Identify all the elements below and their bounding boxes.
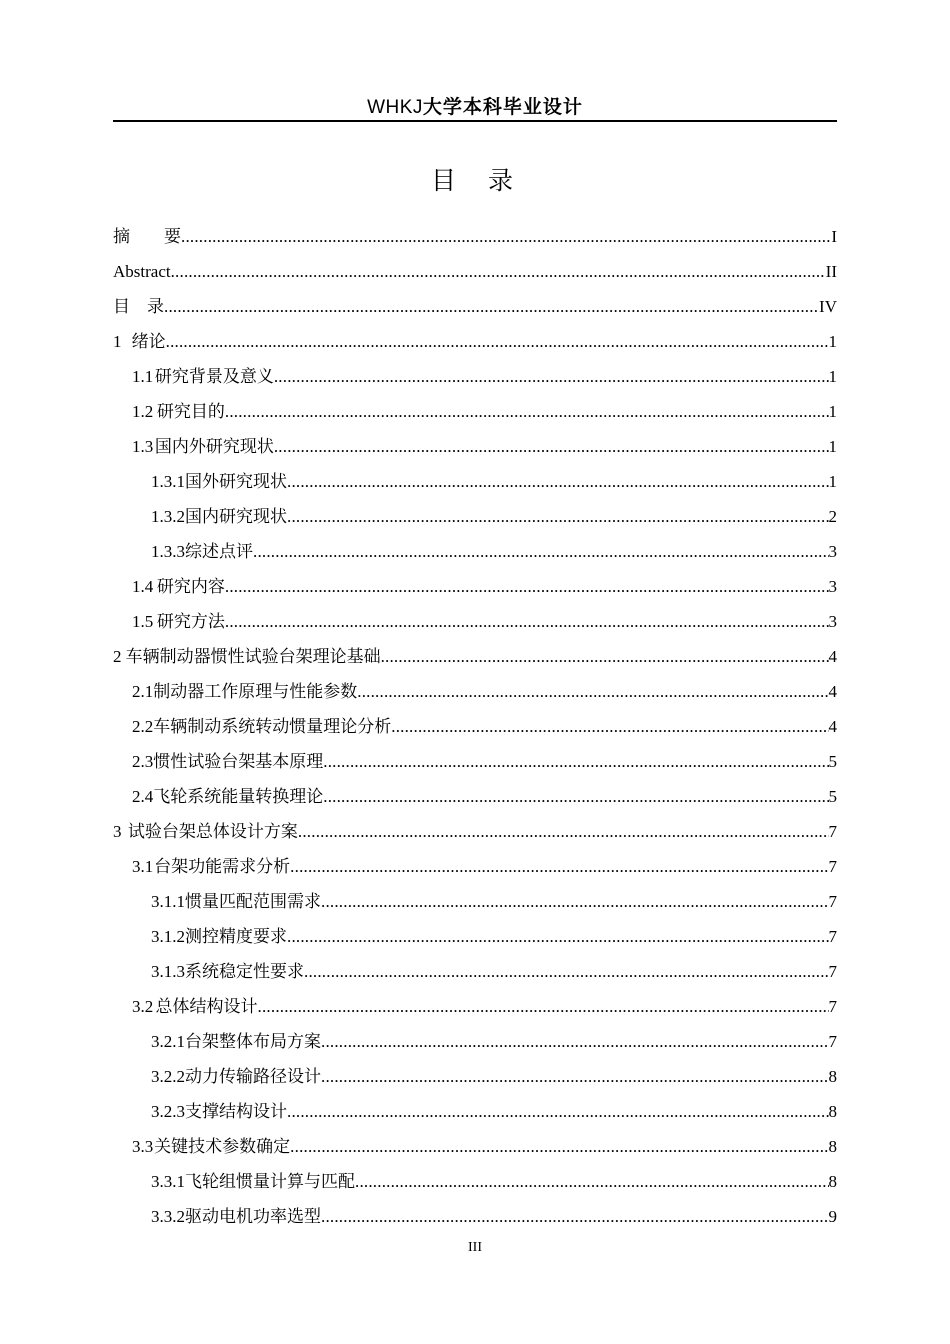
toc-dot-leader <box>181 219 831 254</box>
toc-entry-title: 测控精度要求 <box>185 927 287 946</box>
toc-entry-number: 1.5 <box>132 612 154 631</box>
toc-entry[interactable] <box>113 989 837 1024</box>
toc-entry-number: 2.2 <box>132 717 154 736</box>
toc-list <box>113 219 837 1234</box>
toc-entry-number: 3.3.2 <box>151 1207 185 1226</box>
toc-entry[interactable] <box>113 534 837 569</box>
toc-entry-number: 3.3 <box>132 1137 154 1156</box>
toc-entry-page: 1 <box>828 332 837 351</box>
toc-entry-number: 1.3.2 <box>151 507 185 526</box>
toc-entry-page: 7 <box>828 927 837 946</box>
toc-dot-leader <box>321 1059 829 1094</box>
toc-entry-page: II <box>825 262 837 281</box>
toc-entry[interactable] <box>113 254 837 289</box>
toc-entry-page: 7 <box>828 857 837 876</box>
toc-entry-number: 3.1.1 <box>151 892 185 911</box>
toc-entry[interactable] <box>113 779 837 814</box>
toc-entry-number: 2 <box>113 647 122 666</box>
toc-entry-title: 研究方法 <box>156 612 225 631</box>
toc-dot-leader <box>287 464 829 499</box>
toc-entry-number: 1 <box>113 332 122 351</box>
toc-entry[interactable] <box>113 1059 837 1094</box>
toc-dot-leader <box>287 499 829 534</box>
toc-entry-page: 8 <box>828 1067 837 1086</box>
toc-entry-title: 支撑结构设计 <box>185 1102 287 1121</box>
toc-entry-title: 国内外研究现状 <box>154 437 274 456</box>
toc-entry[interactable] <box>113 1024 837 1059</box>
toc-entry[interactable] <box>113 919 837 954</box>
toc-entry-page: 7 <box>828 962 837 981</box>
toc-entry[interactable] <box>113 1164 837 1199</box>
toc-entry-page: 8 <box>828 1137 837 1156</box>
toc-entry-page: 1 <box>828 367 837 386</box>
toc-entry-page: 4 <box>828 647 837 666</box>
toc-entry[interactable] <box>113 219 837 254</box>
toc-entry-number: 2.4 <box>132 787 154 806</box>
toc-dot-leader <box>304 954 829 989</box>
toc-entry[interactable] <box>113 429 837 464</box>
toc-entry-page: 1 <box>828 437 837 456</box>
toc-dot-leader <box>391 709 828 744</box>
toc-entry-title: Abstract <box>113 262 171 281</box>
toc-dot-leader <box>381 639 829 674</box>
toc-entry[interactable] <box>113 289 837 324</box>
toc-entry-number: 3.2.2 <box>151 1067 185 1086</box>
toc-dot-leader <box>287 919 829 954</box>
toc-entry-page: 7 <box>828 997 837 1016</box>
toc-entry-number: 3.2.3 <box>151 1102 185 1121</box>
toc-entry-page: 8 <box>828 1172 837 1191</box>
toc-entry[interactable] <box>113 1199 837 1234</box>
toc-entry-number: 1.3.1 <box>151 472 185 491</box>
toc-dot-leader <box>323 779 828 814</box>
toc-entry-page: 3 <box>828 612 837 631</box>
toc-dot-leader <box>166 324 829 359</box>
header-latin-text: WHKJ <box>367 97 423 118</box>
toc-entry[interactable] <box>113 604 837 639</box>
toc-entry-page: 8 <box>828 1102 837 1121</box>
toc-entry-title: 目 录 <box>113 297 164 316</box>
toc-entry-title: 驱动电机功率选型 <box>185 1207 321 1226</box>
toc-entry-title: 综述点评 <box>185 542 253 561</box>
toc-title-char-1: 目 <box>430 166 462 195</box>
toc-entry-title: 研究目的 <box>156 402 225 421</box>
toc-dot-leader <box>287 1094 829 1129</box>
toc-entry-number: 3.2.1 <box>151 1032 185 1051</box>
toc-entry-page: 5 <box>828 787 837 806</box>
toc-entry-title: 惯量匹配范围需求 <box>185 892 321 911</box>
page-number: III <box>468 1240 482 1255</box>
toc-entry[interactable] <box>113 674 837 709</box>
running-header <box>113 94 837 122</box>
toc-dot-leader <box>321 1199 829 1234</box>
toc-entry-title: 试验台架总体设计方案 <box>127 822 298 841</box>
toc-entry-title: 车辆制动系统转动惯量理论分析 <box>153 717 392 736</box>
toc-entry-page: I <box>831 227 837 246</box>
toc-entry[interactable] <box>113 394 837 429</box>
toc-entry-number: 2.1 <box>132 682 154 701</box>
toc-entry-title: 台架整体布局方案 <box>185 1032 321 1051</box>
header-rule <box>113 120 837 122</box>
toc-entry-title: 飞轮系统能量转换理论 <box>153 787 324 806</box>
toc-entry-title: 台架功能需求分析 <box>154 857 291 876</box>
toc-dot-leader <box>225 604 829 639</box>
toc-entry-number: 3.2 <box>132 997 154 1016</box>
toc-dot-leader <box>164 289 819 324</box>
toc-entry-number: 3.3.1 <box>151 1172 185 1191</box>
toc-entry-title: 动力传输路径设计 <box>185 1067 321 1086</box>
toc-entry[interactable] <box>113 814 837 849</box>
toc-dot-leader <box>321 884 829 919</box>
toc-entry[interactable] <box>113 324 837 359</box>
toc-entry-page: 7 <box>828 1032 837 1051</box>
toc-dot-leader <box>290 1129 828 1164</box>
toc-dot-leader <box>323 744 828 779</box>
toc-dot-leader <box>225 394 829 429</box>
toc-entry-number: 1.2 <box>132 402 154 421</box>
toc-entry-title: 惯性试验台架基本原理 <box>153 752 324 771</box>
toc-entry[interactable] <box>113 569 837 604</box>
toc-entry-number: 1.4 <box>132 577 154 596</box>
toc-entry[interactable] <box>113 359 837 394</box>
toc-entry[interactable] <box>113 499 837 534</box>
toc-entry-title: 总体结构设计 <box>155 997 258 1016</box>
toc-entry[interactable] <box>113 639 837 674</box>
toc-dot-leader <box>253 534 829 569</box>
toc-entry-page: 7 <box>828 892 837 911</box>
toc-title <box>113 164 837 198</box>
toc-entry[interactable] <box>113 1129 837 1164</box>
toc-entry-title: 研究内容 <box>156 577 225 596</box>
toc-entry-page: 5 <box>828 752 837 771</box>
toc-entry[interactable] <box>113 1094 837 1129</box>
toc-entry-number: 2.3 <box>132 752 154 771</box>
toc-dot-leader <box>171 254 826 289</box>
toc-dot-leader <box>225 569 829 604</box>
toc-entry-title: 关键技术参数确定 <box>154 1137 291 1156</box>
toc-entry-number: 3.1.3 <box>151 962 185 981</box>
toc-entry-page: 9 <box>828 1207 837 1226</box>
toc-entry-title: 绪论 <box>131 332 166 351</box>
toc-entry-page: 4 <box>828 717 837 736</box>
toc-entry-number: 1.3.3 <box>151 542 185 561</box>
toc-entry[interactable] <box>113 884 837 919</box>
toc-dot-leader <box>290 849 828 884</box>
toc-entry-title: 车辆制动器惯性试验台架理论基础 <box>125 647 381 666</box>
toc-entry-title: 飞轮组惯量计算与匹配 <box>185 1172 355 1191</box>
header-cjk-text: 大学本科毕业设计 <box>422 96 583 118</box>
toc-entry-number: 3.1 <box>132 857 154 876</box>
toc-entry-page: 4 <box>828 682 837 701</box>
toc-dot-leader <box>274 359 829 394</box>
toc-entry-title: 系统稳定性要求 <box>185 962 304 981</box>
toc-entry-number: 1.3 <box>132 437 154 456</box>
toc-entry-title: 摘 要 <box>113 227 181 246</box>
toc-entry-page: 3 <box>828 542 837 561</box>
toc-entry-title: 国内研究现状 <box>185 507 287 526</box>
toc-entry-page: IV <box>819 297 837 316</box>
toc-entry-number: 1.1 <box>132 367 154 386</box>
toc-entry[interactable] <box>113 709 837 744</box>
toc-dot-leader <box>357 674 828 709</box>
toc-entry[interactable] <box>113 464 837 499</box>
toc-entry-title: 制动器工作原理与性能参数 <box>153 682 358 701</box>
toc-entry-page: 2 <box>828 507 837 526</box>
toc-entry-page: 7 <box>828 822 837 841</box>
toc-dot-leader <box>298 814 829 849</box>
toc-entry-page: 3 <box>828 577 837 596</box>
toc-entry-title: 研究背景及意义 <box>154 367 274 386</box>
toc-dot-leader <box>274 429 829 464</box>
toc-title-char-2: 录 <box>488 166 520 195</box>
toc-dot-leader <box>258 989 829 1024</box>
toc-entry-page: 1 <box>828 472 837 491</box>
toc-entry-number: 3 <box>113 822 122 841</box>
toc-dot-leader <box>355 1164 829 1199</box>
toc-entry[interactable] <box>113 744 837 779</box>
toc-entry-number: 3.1.2 <box>151 927 185 946</box>
toc-entry[interactable] <box>113 954 837 989</box>
toc-entry[interactable] <box>113 849 837 884</box>
toc-dot-leader <box>321 1024 829 1059</box>
toc-entry-page: 1 <box>828 402 837 421</box>
toc-entry-title: 国外研究现状 <box>185 472 287 491</box>
